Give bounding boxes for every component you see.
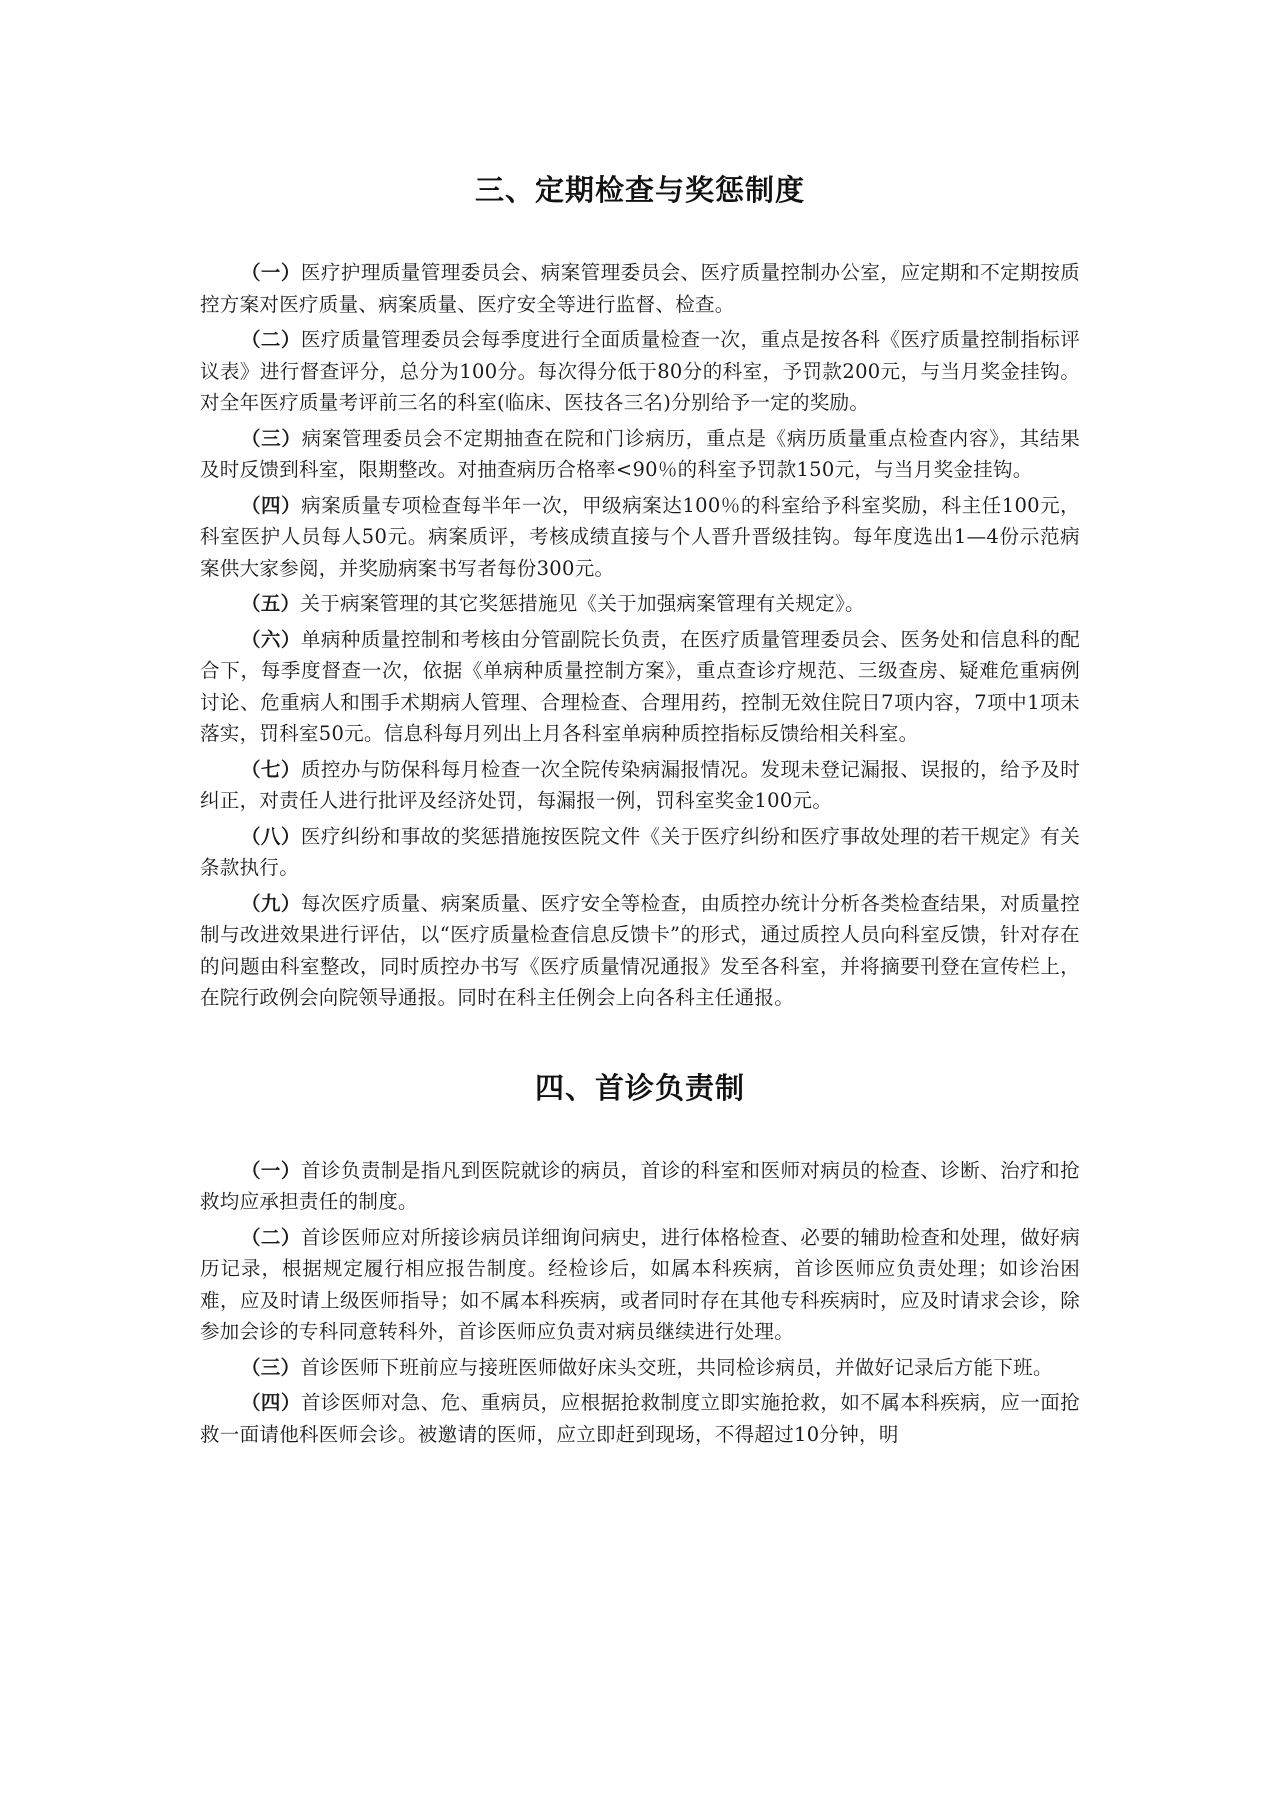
- paragraph-number: （一）: [240, 261, 301, 284]
- paragraph-6: [200, 624, 1080, 750]
- paragraph-text: 单病种质量控制和考核由分管副院长负责，在医疗质量管理委员会、医务处和信息科的配合下，每季度督查一次，依据《单病种质量控制方案》，重点查诊疗规范、三级查房、疑难危重病例讨论、危重病人和围手术期病人管理、合理检查、合理用药，控制无效住院日7项内容，7项中1项未落实，罚科室50元。信息科每月列出上月各科室单病种质控指标反馈给相关科室。: [200, 627, 1080, 745]
- paragraph-7: [200, 754, 1080, 817]
- paragraph-3: [200, 1352, 1080, 1384]
- paragraph-5: [200, 588, 1080, 620]
- paragraph-text: 病案管理委员会不定期抽查在院和门诊病历，重点是《病历质量重点检查内容》，其结果及时反馈到科室，限期整改。对抽查病历合格率<90％的科室予罚款150元，与当月奖金挂钩。: [200, 426, 1081, 481]
- paragraph-3: [200, 423, 1080, 486]
- paragraph-1: [200, 257, 1080, 320]
- paragraph-4: [200, 490, 1080, 585]
- paragraph-9: [200, 888, 1080, 1014]
- paragraph-number: （一）: [240, 1158, 301, 1182]
- paragraph-1: [200, 1155, 1080, 1218]
- section-title: 三、定期检查与奖惩制度: [474, 173, 805, 207]
- paragraph-number: （三）: [240, 1355, 301, 1379]
- paragraph-text: 关于病案管理的其它奖惩措施见《关于加强病案管理有关规定》。: [300, 592, 865, 615]
- paragraph-number: （六）: [240, 627, 301, 651]
- paragraph-number: （三）: [240, 426, 302, 450]
- paragraph-text: 医疗护理质量管理委员会、病案管理委员会、医疗质量控制办公室，应定期和不定期按质控方案对医疗质量、病案质量、医疗安全等进行监督、检查。: [200, 261, 1080, 316]
- paragraph-text: 医疗质量管理委员会每季度进行全面质量检查一次，重点是按各科《医疗质量控制指标评议表》进行督查评分，总分为100分。每次得分低于80分的科室，予罚款200元，与当月奖金挂钩。对全年医疗质量考评前三名的科室(临床、医技各三名)分别给予一定的奖励。: [200, 328, 1080, 414]
- paragraph-number: （二）: [240, 328, 301, 351]
- paragraph-number: （四）: [240, 493, 302, 517]
- paragraph-text: 医疗纠纷和事故的奖惩措施按医院文件《关于医疗纠纷和医疗事故处理的若干规定》有关条款执行。: [200, 824, 1080, 879]
- paragraph-2: [200, 324, 1080, 419]
- paragraph-number: （四）: [240, 1391, 301, 1414]
- paragraph-4: [200, 1387, 1080, 1450]
- paragraph-number: （五）: [240, 592, 301, 615]
- paragraph-text: 首诊医师下班前应与接班医师做好床头交班，共同检诊病员，并做好记录后方能下班。: [300, 1355, 1053, 1379]
- paragraph-text: 每次医疗质量、病案质量、医疗安全等检查，由质控办统计分析各类检查结果，对质量控制与改进效果进行评估，以“医疗质量检查信息反馈卡”的形式，通过质控人员向科室反馈，针对存在的问题由科室整改，同时质控办书写《医疗质量情况通报》发至各科室，并将摘要刊登在宣传栏上，在院行政例会向院领导通报。同时在科主任例会上向各科主任通报。: [200, 891, 1080, 1009]
- section-title: 四、首诊负责制: [534, 1070, 745, 1105]
- paragraph-text: 质控办与防保科每月检查一次全院传染病漏报情况。发现未登记漏报、误报的，给予及时纠正，对责任人进行批评及经济处罚，每漏报一例，罚科室奖金100元。: [200, 757, 1080, 812]
- paragraph-number: （九）: [240, 891, 301, 915]
- paragraph-8: [200, 821, 1080, 884]
- paragraph-text: 首诊医师对急、危、重病员，应根据抢救制度立即实施抢救，如不属本科疾病，应一面抢救一面请他科医师会诊。被邀请的医师，应立即赶到现场，不得超过10分钟，明: [200, 1391, 1080, 1446]
- paragraph-text: 首诊负责制是指凡到医院就诊的病员，首诊的科室和医师对病员的检查、诊断、治疗和抢救均应承担责任的制度。: [200, 1158, 1080, 1213]
- paragraph-text: 病案质量专项检查每半年一次，甲级病案达100％的科室给予科室奖励，科主任100元，科室医护人员每人50元。病案质评，考核成绩直接与个人晋升晋级挂钩。每年度选出1—4份示范病案供大家参阅，并奖励病案书写者每份300元。: [200, 493, 1080, 580]
- paragraph-number: （二）: [240, 1225, 301, 1249]
- paragraph-2: [200, 1222, 1080, 1348]
- document-page: [200, 0, 1080, 1454]
- paragraph-number: （七）: [240, 757, 301, 781]
- paragraph-text: 首诊医师应对所接诊病员详细询问病史，进行体格检查、必要的辅助检查和处理，做好病历记录，根据规定履行相应报告制度。经检诊后，如属本科疾病，首诊医师应负责处理；如诊治困难，应及时请上级医师指导；如不属本科疾病，或者同时存在其他专科疾病时，应及时请求会诊，除参加会诊的专科同意转科外，首诊医师应负责对病员继续进行处理。: [200, 1225, 1080, 1343]
- paragraph-number: （八）: [240, 824, 301, 848]
